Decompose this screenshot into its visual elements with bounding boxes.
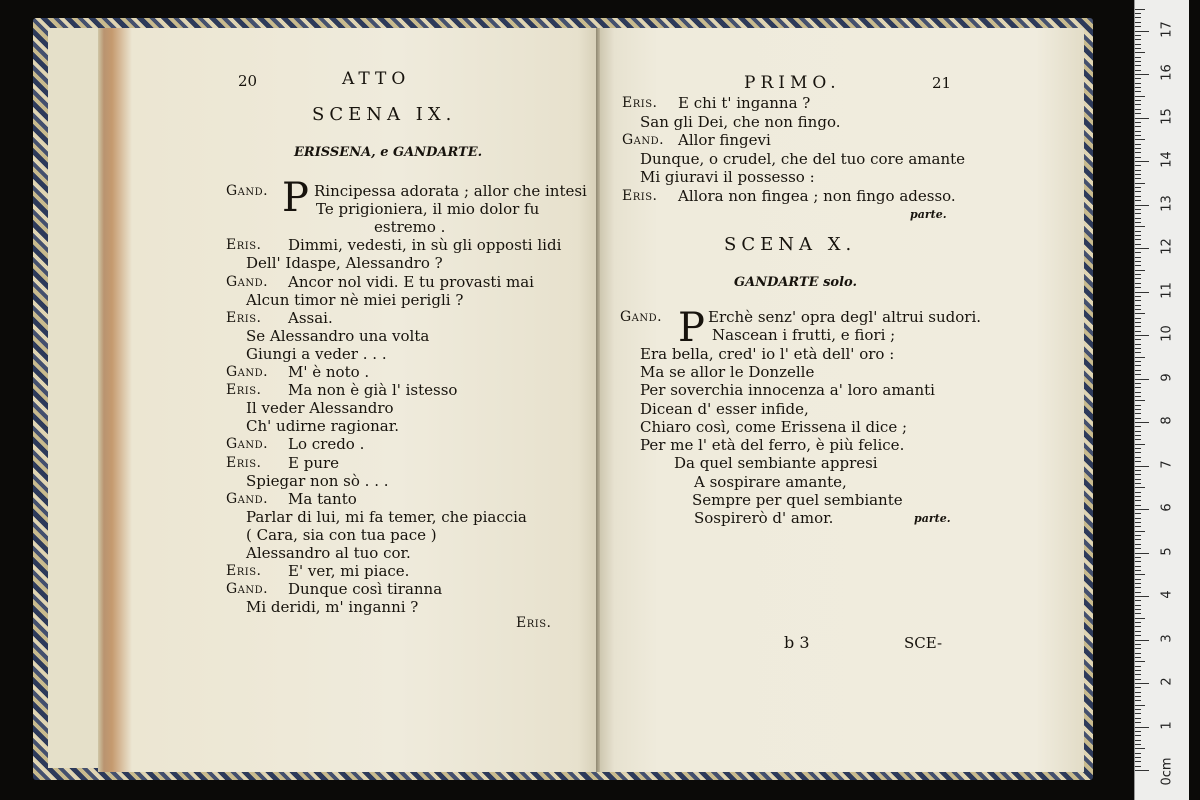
ruler-tick	[1135, 522, 1141, 523]
right-characters: GANDARTE solo.	[734, 275, 858, 290]
verse-line: Sospirerò d' amor.	[694, 509, 834, 528]
ruler-number: 4	[1159, 590, 1175, 599]
ruler-tick	[1135, 300, 1141, 301]
verse-line: Dunque così tiranna	[288, 580, 443, 599]
ruler-tick	[1135, 161, 1149, 162]
ruler-tick	[1135, 574, 1145, 575]
ruler-tick	[1135, 622, 1141, 623]
ruler-number: 14	[1159, 151, 1175, 168]
ruler-tick	[1135, 74, 1149, 75]
ruler-tick	[1135, 587, 1141, 588]
ruler-tick	[1135, 178, 1141, 179]
ruler-tick	[1135, 83, 1141, 84]
ruler-tick	[1135, 365, 1141, 366]
ruler-tick	[1135, 457, 1141, 458]
ruler-number: 11	[1159, 281, 1175, 299]
verse-line: Se Alessandro una volta	[246, 326, 430, 345]
ruler-tick	[1135, 526, 1141, 527]
ruler-tick	[1135, 492, 1141, 493]
ruler-tick	[1135, 357, 1145, 358]
verse-line: Nascean i frutti, e fiori ;	[712, 326, 896, 345]
ruler-tick	[1135, 335, 1149, 336]
verse-line: Per me l' età del ferro, è più felice.	[640, 436, 905, 455]
ruler-tick	[1135, 309, 1141, 310]
verse-line: Dicean d' esser infide,	[640, 399, 809, 418]
ruler-tick	[1135, 735, 1141, 736]
ruler-tick	[1135, 200, 1141, 201]
speaker-label: Gand.	[226, 436, 269, 453]
ruler-tick	[1135, 613, 1141, 614]
ruler-tick	[1135, 740, 1141, 741]
ruler-tick	[1135, 705, 1145, 706]
verse-line: San gli Dei, che non fingo.	[640, 112, 841, 131]
ruler-tick	[1135, 539, 1141, 540]
ruler-tick	[1135, 626, 1141, 627]
ruler-tick	[1135, 422, 1149, 423]
ruler-tick	[1135, 548, 1141, 549]
verse-line: Lo credo .	[288, 435, 365, 454]
ruler-tick	[1135, 274, 1141, 275]
ruler-tick	[1135, 761, 1141, 762]
ruler-tick	[1135, 257, 1141, 258]
ruler-tick	[1135, 26, 1141, 27]
ruler-tick	[1135, 470, 1141, 471]
ruler-tick	[1135, 413, 1141, 414]
ruler-tick	[1135, 466, 1149, 467]
ruler-tick	[1135, 635, 1141, 636]
ruler-tick	[1135, 418, 1141, 419]
ruler-tick	[1135, 513, 1141, 514]
ruler-tick	[1135, 770, 1149, 771]
speaker-label: Eris.	[622, 188, 658, 204]
ruler-tick	[1135, 444, 1145, 445]
ruler-tick	[1135, 409, 1141, 410]
right-page	[600, 28, 1084, 772]
ruler-tick	[1135, 727, 1149, 728]
verse-line: Rincipessa adorata ; allor che intesi	[314, 182, 587, 200]
ruler-number: 1	[1159, 720, 1175, 730]
verse-line: Allor fingevi	[678, 131, 771, 150]
ruler-tick	[1135, 57, 1141, 58]
verse-line: Mi deridi, m' inganni ?	[246, 598, 419, 617]
ruler-tick	[1135, 544, 1141, 545]
ruler-tick	[1135, 592, 1141, 593]
verse-line: Parlar di lui, mi fa temer, che piaccia	[246, 507, 527, 526]
ruler-tick	[1135, 187, 1141, 188]
ruler-tick	[1135, 283, 1141, 284]
ruler-tick	[1135, 709, 1141, 710]
ruler-number: 10	[1159, 325, 1175, 342]
ruler-tick	[1135, 718, 1141, 719]
verse-line: Te prigioniera, il mio dolor fu	[316, 200, 540, 219]
ruler-tick	[1135, 618, 1145, 619]
ruler-tick	[1135, 322, 1141, 323]
ruler-tick	[1135, 152, 1141, 153]
verse-line: Ma se allor le Donzelle	[640, 362, 815, 381]
left-scene-title: SCENA IX.	[312, 104, 457, 125]
ruler-tick	[1135, 487, 1145, 488]
ruler-tick	[1135, 757, 1141, 758]
ruler-tick	[1135, 731, 1141, 732]
ruler-tick	[1135, 205, 1149, 206]
ruler-tick	[1135, 196, 1141, 197]
speaker-label: Gand.	[226, 581, 269, 598]
ruler-tick	[1135, 174, 1141, 175]
ruler-tick	[1135, 244, 1141, 245]
ruler-tick	[1135, 17, 1141, 18]
right-scene-title: SCENA X.	[724, 234, 857, 255]
ruler-number: 17	[1159, 20, 1175, 38]
verse-line: Era bella, cred' io l' età dell' oro :	[640, 344, 895, 363]
ruler-tick	[1135, 70, 1141, 71]
ruler-tick	[1135, 370, 1141, 371]
ruler-tick	[1135, 183, 1145, 184]
ruler-tick	[1135, 553, 1149, 554]
ruler-tick	[1135, 383, 1141, 384]
ruler-tick	[1135, 600, 1141, 601]
verse-line: ( Cara, sia con tua pace )	[246, 525, 437, 544]
ruler-tick	[1135, 78, 1141, 79]
right-running-head: PRIMO.	[744, 73, 841, 93]
ruler-tick	[1135, 226, 1145, 227]
ruler-tick	[1135, 379, 1149, 380]
ruler-tick	[1135, 113, 1141, 114]
ruler-tick	[1135, 157, 1141, 158]
ruler-tick	[1135, 509, 1149, 510]
ruler-tick	[1135, 666, 1141, 667]
ruler-tick	[1135, 218, 1141, 219]
ruler-tick	[1135, 252, 1141, 253]
ruler-tick	[1135, 318, 1141, 319]
left-catchword: Eris.	[516, 615, 552, 631]
ruler-tick	[1135, 305, 1141, 306]
ruler-tick	[1135, 426, 1141, 427]
ruler-tick	[1135, 222, 1141, 223]
ruler-tick	[1135, 448, 1141, 449]
ruler-tick	[1135, 722, 1141, 723]
speaker-label: Gand.	[226, 183, 269, 199]
ruler-tick	[1135, 313, 1145, 314]
ruler-tick	[1135, 261, 1141, 262]
ruler-tick	[1135, 235, 1141, 236]
ruler-tick	[1135, 644, 1141, 645]
right-drop-cap: P	[678, 305, 705, 351]
ruler-tick	[1135, 713, 1141, 714]
left-characters: ERISSENA, e GANDARTE.	[294, 145, 483, 160]
ruler-tick	[1135, 352, 1141, 353]
ruler-tick	[1135, 65, 1141, 66]
verse-line: Mi giuravi il possesso :	[640, 168, 815, 187]
verse-line: Allora non fingea ; non fingo adesso.	[678, 187, 956, 205]
ruler-tick	[1135, 500, 1141, 501]
ruler-tick	[1135, 474, 1141, 475]
ruler-tick	[1135, 631, 1141, 632]
ruler-tick	[1135, 35, 1141, 36]
speaker-label: Gand.	[622, 132, 665, 149]
signature-mark: b 3	[784, 633, 810, 652]
ruler-tick	[1135, 766, 1141, 767]
ruler-tick	[1135, 165, 1141, 166]
ruler-tick	[1135, 579, 1141, 580]
speaker-label: Gand.	[226, 273, 269, 290]
ruler-tick	[1135, 583, 1141, 584]
ruler-tick	[1135, 348, 1141, 349]
ruler-tick	[1135, 278, 1141, 279]
ruler-tick	[1135, 683, 1149, 684]
ruler-tick	[1135, 700, 1141, 701]
left-page-number: 20	[238, 72, 258, 90]
ruler-number: 8	[1159, 416, 1175, 425]
verse-line: E pure	[288, 453, 340, 472]
ruler-tick	[1135, 396, 1141, 397]
verse-line: estremo .	[374, 218, 446, 237]
ruler-tick	[1135, 748, 1145, 749]
left-drop-cap: P	[282, 175, 309, 221]
ruler-tick	[1135, 570, 1141, 571]
ruler-tick	[1135, 118, 1149, 119]
right-page-number: 21	[932, 74, 952, 92]
verse-line: Ancor nol vidi. E tu provasti mai	[288, 272, 534, 291]
ruler-number: 6	[1159, 503, 1175, 512]
ruler-tick	[1135, 239, 1141, 240]
ruler-tick	[1135, 640, 1149, 641]
ruler-tick	[1135, 439, 1141, 440]
ruler-tick	[1135, 296, 1141, 297]
verse-line: Per soverchia innocenza a' loro amanti	[640, 381, 935, 400]
verse-line: Alessandro al tuo cor.	[246, 544, 411, 562]
verse-line: Il veder Alessandro	[246, 399, 394, 418]
ruler-tick	[1135, 231, 1141, 232]
ruler-tick	[1135, 344, 1141, 345]
ruler-tick	[1135, 687, 1141, 688]
speaker-label: Eris.	[622, 95, 658, 111]
ruler-tick	[1135, 657, 1141, 658]
ruler-tick	[1135, 209, 1141, 210]
speaker-label: Eris.	[226, 309, 262, 326]
speaker-label: Eris.	[226, 382, 262, 399]
verse-line: Ma non è già l' istesso	[288, 381, 458, 400]
left-page	[98, 28, 598, 772]
ruler-tick	[1135, 753, 1141, 754]
ruler-tick	[1135, 61, 1141, 62]
ruler-tick	[1135, 91, 1141, 92]
ruler-tick	[1135, 170, 1141, 171]
ruler-tick	[1135, 670, 1141, 671]
ruler-tick	[1135, 22, 1141, 23]
verse-line: Alcun timor nè miei perigli ?	[246, 290, 464, 309]
ruler-tick	[1135, 144, 1141, 145]
ruler-tick	[1135, 96, 1145, 97]
ruler-tick	[1135, 696, 1141, 697]
speaker-label: Eris.	[226, 454, 262, 471]
verse-line: Dunque, o crudel, che del tuo core amante	[640, 149, 966, 168]
ruler-tick	[1135, 496, 1141, 497]
verse-line: Ma tanto	[288, 489, 357, 508]
ruler-tick	[1135, 400, 1145, 401]
ruler-number: 7	[1159, 459, 1175, 469]
ruler-tick	[1135, 605, 1141, 606]
ruler-tick	[1135, 31, 1149, 32]
ruler-number: 5	[1159, 546, 1175, 556]
ruler-tick	[1135, 387, 1141, 388]
ruler-tick	[1135, 287, 1141, 288]
ruler-number: 3	[1159, 633, 1175, 643]
ruler-tick	[1135, 44, 1141, 45]
ruler-tick	[1135, 248, 1149, 249]
ruler-tick	[1135, 561, 1141, 562]
ruler-number: 9	[1159, 372, 1175, 382]
ruler-tick	[1135, 52, 1145, 53]
verse-line: Sempre per quel sembiante	[692, 491, 903, 509]
ruler-unit-label: 0cm	[1159, 757, 1175, 786]
ruler-tick	[1135, 213, 1141, 214]
ruler-tick	[1135, 109, 1141, 110]
ruler-tick	[1135, 326, 1141, 327]
right-catchword: SCE-	[904, 634, 943, 652]
ruler-tick	[1135, 661, 1145, 662]
ruler-tick	[1135, 9, 1145, 10]
ruler-tick	[1135, 535, 1141, 536]
verse-line: Assai.	[288, 308, 333, 327]
ruler-tick	[1135, 431, 1141, 432]
exit-note-2: parte.	[914, 512, 951, 525]
ruler-tick	[1135, 692, 1141, 693]
ruler-tick	[1135, 505, 1141, 506]
verse-line: A sospirare amante,	[694, 472, 847, 491]
ruler-tick	[1135, 648, 1141, 649]
verse-line: Erchè senz' opra degl' altrui sudori.	[708, 308, 982, 326]
speaker-label: Eris.	[226, 237, 262, 254]
ruler-tick	[1135, 461, 1141, 462]
verse-line: Chiaro così, come Erissena il dice ;	[640, 417, 908, 436]
ruler-tick	[1135, 122, 1141, 123]
ruler-tick	[1135, 609, 1141, 610]
ruler-tick	[1135, 483, 1141, 484]
speaker-label: Gand.	[226, 490, 269, 507]
verse-line: Dimmi, vedesti, in sù gli opposti lidi	[288, 236, 562, 255]
ruler-tick	[1135, 270, 1145, 271]
ruler-tick	[1135, 674, 1141, 675]
ruler-tick	[1135, 139, 1145, 140]
ruler-tick	[1135, 48, 1141, 49]
ruler-tick	[1135, 566, 1141, 567]
ruler-tick	[1135, 435, 1141, 436]
verse-line: E' ver, mi piace.	[288, 562, 410, 581]
ruler-tick	[1135, 374, 1141, 375]
ruler-tick	[1135, 39, 1141, 40]
ruler-tick	[1135, 104, 1141, 105]
ruler-tick	[1135, 392, 1141, 393]
ruler-tick	[1135, 265, 1141, 266]
ruler-tick	[1135, 452, 1141, 453]
ruler-tick	[1135, 100, 1141, 101]
exit-note-1: parte.	[910, 208, 947, 221]
ruler-tick	[1135, 339, 1141, 340]
ruler-tick	[1135, 744, 1141, 745]
ruler-tick	[1135, 531, 1145, 532]
ruler-tick	[1135, 557, 1141, 558]
ruler-tick	[1135, 331, 1141, 332]
ruler-tick	[1135, 131, 1141, 132]
left-running-head: ATTO	[342, 69, 411, 89]
ruler-tick	[1135, 148, 1141, 149]
speaker-label: Eris.	[226, 563, 262, 580]
ruler-tick	[1135, 191, 1141, 192]
ruler-tick	[1135, 596, 1149, 597]
verse-line: Dell' Idaspe, Alessandro ?	[246, 254, 443, 273]
ruler-number: 15	[1159, 107, 1175, 125]
ruler-tick	[1135, 13, 1141, 14]
scale-ruler	[1134, 0, 1189, 800]
ruler-tick	[1135, 126, 1141, 127]
ruler-tick	[1135, 361, 1141, 362]
speaker-label: Gand.	[226, 364, 269, 380]
ruler-tick	[1135, 292, 1149, 293]
ruler-number: 13	[1159, 194, 1175, 212]
ruler-tick	[1135, 653, 1141, 654]
ruler-number: 16	[1159, 64, 1175, 81]
verse-line: Da quel sembiante appresi	[674, 454, 878, 473]
verse-line: Spiegar non sò . . .	[246, 471, 389, 490]
verse-line: M' è noto .	[288, 363, 370, 381]
ruler-tick	[1135, 135, 1141, 136]
ruler-tick	[1135, 518, 1141, 519]
verse-line: Ch' udirne ragionar.	[246, 417, 400, 436]
ruler-number: 2	[1159, 677, 1175, 686]
ruler-tick	[1135, 479, 1141, 480]
speaker-label: Gand.	[620, 309, 663, 325]
ruler-tick	[1135, 679, 1141, 680]
ruler-number: 12	[1159, 238, 1175, 255]
ruler-tick	[1135, 87, 1141, 88]
verse-line: Giungi a veder . . .	[246, 344, 387, 363]
verse-line: E chi t' inganna ?	[678, 94, 811, 112]
ruler-tick	[1135, 405, 1141, 406]
